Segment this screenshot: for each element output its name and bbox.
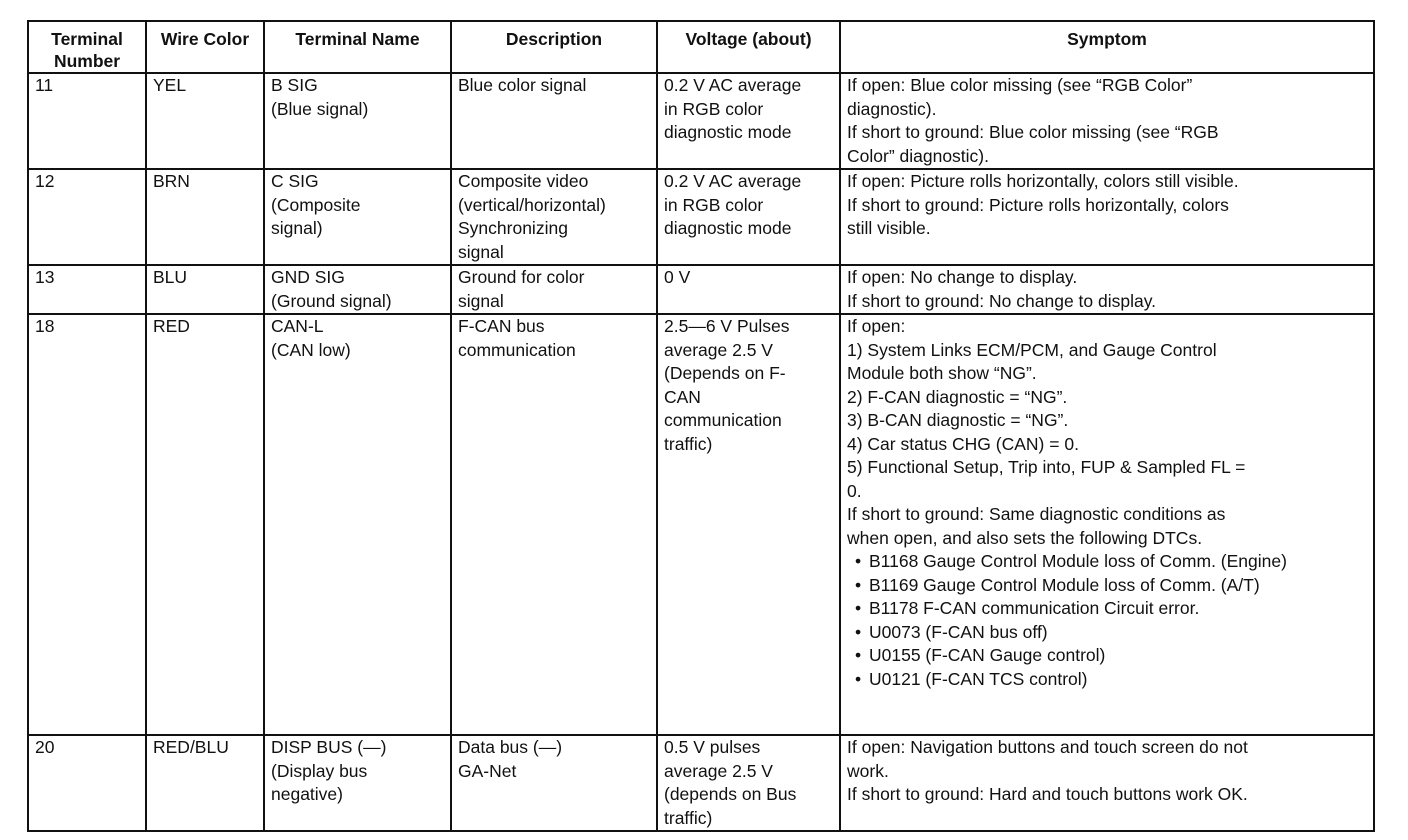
dtc-text: B1168 Gauge Control Module loss of Comm. (Engine) [869, 551, 1287, 571]
symptom-cell [840, 73, 1374, 169]
bullet-icon: • [855, 598, 862, 618]
dtc-text: B1169 Gauge Control Module loss of Comm. (A/T) [869, 574, 1260, 595]
description-line: Synchronizing [458, 218, 568, 238]
wire-color-cell [146, 735, 264, 831]
symptom-line: If open: Navigation buttons and touch screen do not [847, 737, 1248, 757]
header-symptom: Symptom [840, 21, 1374, 73]
wire-color-cell [146, 169, 264, 265]
symptom-line: If open: Picture rolls horizontally, colors still visible. [847, 171, 1239, 191]
dtc-text: U0121 (F-CAN TCS control) [869, 668, 1088, 689]
voltage-line: communication [664, 410, 782, 430]
voltage-line: CAN [664, 386, 701, 407]
wire-color: YEL [153, 75, 187, 95]
terminal-number-cell [28, 314, 146, 735]
terminal-name-line: B SIG [271, 75, 318, 95]
description-cell [451, 73, 657, 169]
wire-color: RED [153, 316, 190, 336]
description-line: signal [458, 290, 504, 311]
description-line: Ground for color [458, 267, 585, 287]
voltage-line: in RGB color [664, 194, 764, 215]
voltage-line: traffic) [664, 433, 713, 454]
symptom-line: 3) B-CAN diagnostic = “NG”. [847, 410, 1069, 430]
voltage-cell [657, 735, 840, 831]
terminal-name-line: (Display bus [271, 760, 368, 781]
terminal-name-line: C SIG [271, 171, 319, 191]
terminal-number: 20 [35, 737, 55, 757]
voltage-cell [657, 265, 840, 314]
header-terminal-number: Terminal Number [28, 21, 146, 73]
symptom-line: Module both show “NG”. [847, 363, 1037, 383]
terminal-name-cell [264, 265, 451, 314]
symptom-line: 0. [847, 480, 862, 501]
terminal-name-cell [264, 169, 451, 265]
voltage-line: 2.5—6 V Pulses [664, 316, 790, 336]
description-line: signal [458, 241, 504, 262]
description-cell [451, 735, 657, 831]
voltage-line: 0 V [664, 267, 691, 287]
terminal-number: 18 [35, 316, 55, 336]
symptom-line: 1) System Links ECM/PCM, and Gauge Control [847, 339, 1217, 360]
header-voltage: Voltage (about) [657, 21, 840, 73]
voltage-line: average 2.5 V [664, 760, 773, 781]
description-line: Composite video [458, 171, 589, 191]
terminal-number-cell [28, 735, 146, 831]
terminal-name-line: (CAN low) [271, 339, 351, 360]
description-line: Data bus (—) [458, 737, 563, 757]
symptom-line: 4) Car status CHG (CAN) = 0. [847, 433, 1079, 454]
terminal-name-line: GND SIG [271, 267, 345, 287]
table-row [28, 265, 1374, 314]
dtc-bullet-item [847, 574, 1367, 598]
terminal-number-cell [28, 169, 146, 265]
symptom-line: If short to ground: Picture rolls horizontally, colors [847, 194, 1229, 215]
voltage-line: traffic) [664, 807, 713, 828]
voltage-line: 0.2 V AC average [664, 171, 802, 191]
description-line: GA-Net [458, 760, 517, 781]
terminal-name-line: DISP BUS (—) [271, 737, 387, 757]
terminal-number: 13 [35, 267, 55, 287]
symptom-line: Color” diagnostic). [847, 145, 989, 166]
table-row [28, 735, 1374, 831]
header-wire-color: Wire Color [146, 21, 264, 73]
symptom-line: If open: No change to display. [847, 267, 1078, 287]
wire-color: RED/BLU [153, 737, 229, 757]
wire-color: BLU [153, 267, 188, 287]
voltage-line: diagnostic mode [664, 122, 792, 142]
header-terminal-name: Terminal Name [264, 21, 451, 73]
dtc-bullet-item [847, 550, 1367, 574]
dtc-text: U0155 (F-CAN Gauge control) [869, 645, 1106, 665]
description-cell [451, 314, 657, 735]
table-row [28, 73, 1374, 169]
terminal-name-cell [264, 73, 451, 169]
voltage-line: diagnostic mode [664, 218, 792, 238]
symptom-line: If open: [847, 316, 906, 336]
description-line: communication [458, 339, 576, 360]
wire-color: BRN [153, 171, 190, 191]
description-cell [451, 169, 657, 265]
symptom-cell [840, 265, 1374, 314]
terminal-name-line: (Composite [271, 194, 361, 215]
dtc-bullet-item [847, 668, 1367, 692]
symptom-line: If short to ground: Same diagnostic conditions as [847, 504, 1226, 524]
symptom-line: If short to ground: Hard and touch buttons work OK. [847, 784, 1248, 804]
terminal-number: 11 [35, 75, 54, 95]
symptom-cell [840, 314, 1374, 735]
wire-color-cell [146, 314, 264, 735]
terminal-name-line: CAN-L [271, 316, 324, 336]
header-description: Description [451, 21, 657, 73]
bullet-icon: • [855, 621, 862, 642]
symptom-line: 5) Functional Setup, Trip into, FUP & Sampled FL = [847, 457, 1246, 477]
terminal-name-cell [264, 314, 451, 735]
header-row [28, 21, 1374, 73]
voltage-cell [657, 73, 840, 169]
symptom-line: work. [847, 760, 889, 781]
voltage-line: average 2.5 V [664, 339, 773, 360]
symptom-line: If open: Blue color missing (see “RGB Color” [847, 75, 1193, 95]
voltage-line: 0.2 V AC average [664, 75, 802, 95]
symptom-cell [840, 169, 1374, 265]
description-line: (vertical/horizontal) [458, 194, 606, 215]
dtc-bullet-item [847, 621, 1367, 645]
symptom-line: If short to ground: Blue color missing (see “RGB [847, 122, 1219, 142]
dtc-bullet-item [847, 597, 1367, 621]
dtc-bullet-item [847, 644, 1367, 668]
voltage-cell [657, 314, 840, 735]
symptom-line: If short to ground: No change to display. [847, 290, 1157, 311]
symptom-line: 2) F-CAN diagnostic = “NG”. [847, 386, 1068, 407]
symptom-line: diagnostic). [847, 98, 937, 119]
dtc-text: B1178 F-CAN communication Circuit error. [869, 598, 1200, 618]
terminal-number-cell [28, 73, 146, 169]
terminal-table [27, 20, 1375, 832]
wire-color-cell [146, 73, 264, 169]
bullet-icon: • [855, 574, 862, 595]
wire-color-cell [146, 265, 264, 314]
voltage-line: (depends on Bus [664, 784, 797, 804]
dtc-text: U0073 (F-CAN bus off) [869, 621, 1048, 642]
terminal-number: 12 [35, 171, 55, 191]
terminal-number-cell [28, 265, 146, 314]
voltage-line: (Depends on F- [664, 363, 786, 383]
bullet-icon: • [855, 645, 862, 665]
bullet-icon: • [855, 668, 862, 689]
voltage-line: in RGB color [664, 98, 764, 119]
terminal-name-line: (Ground signal) [271, 290, 392, 311]
table-row [28, 314, 1374, 735]
terminal-name-line: (Blue signal) [271, 98, 369, 119]
voltage-cell [657, 169, 840, 265]
symptom-cell [840, 735, 1374, 831]
voltage-line: 0.5 V pulses [664, 737, 761, 757]
terminal-name-line: signal) [271, 218, 323, 238]
symptom-line: when open, and also sets the following DTCs. [847, 527, 1203, 548]
description-cell [451, 265, 657, 314]
symptom-line: still visible. [847, 218, 931, 238]
terminal-name-cell [264, 735, 451, 831]
description-line: Blue color signal [458, 75, 587, 95]
bullet-icon: • [855, 551, 862, 571]
table-row [28, 169, 1374, 265]
terminal-name-line: negative) [271, 784, 343, 804]
description-line: F-CAN bus [458, 316, 545, 336]
